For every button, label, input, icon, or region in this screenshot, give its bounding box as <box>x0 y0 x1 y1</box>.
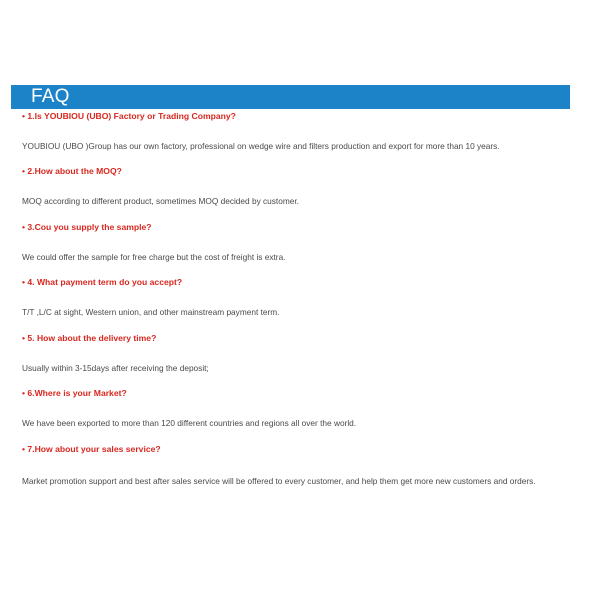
faq-question: • 4. What payment term do you accept? <box>22 277 183 287</box>
faq-question: • 1.Is YOUBIOU (UBO) Factory or Trading Company? <box>22 111 236 121</box>
faq-question: • 3.Cou you supply the sample? <box>22 222 152 232</box>
faq-answer: YOUBIOU (UBO )Group has our own factory, professional on wedge wire and filters production and export for more than 10 years. <box>22 141 500 151</box>
faq-question: • 2.How about the MOQ? <box>22 166 122 176</box>
faq-question: • 6.Where is your Market? <box>22 388 127 398</box>
faq-answer: MOQ according to different product, sometimes MOQ decided by customer. <box>22 196 299 206</box>
faq-question: • 7.How about your sales service? <box>22 444 161 454</box>
faq-answer: T/T ,L/C at sight, Western union, and other mainstream payment term. <box>22 307 280 317</box>
faq-answer: We have been exported to more than 120 different countries and regions all over the world. <box>22 418 357 428</box>
faq-answer: Market promotion support and best after sales service will be offered to every customer, and help them get more new customers and orders. <box>22 476 536 486</box>
faq-answer: We could offer the sample for free charge but the cost of freight is extra. <box>22 252 286 262</box>
faq-answer: Usually within 3-15days after receiving the deposit; <box>22 363 209 373</box>
faq-question: • 5. How about the delivery time? <box>22 333 157 343</box>
faq-title: FAQ <box>11 85 570 109</box>
